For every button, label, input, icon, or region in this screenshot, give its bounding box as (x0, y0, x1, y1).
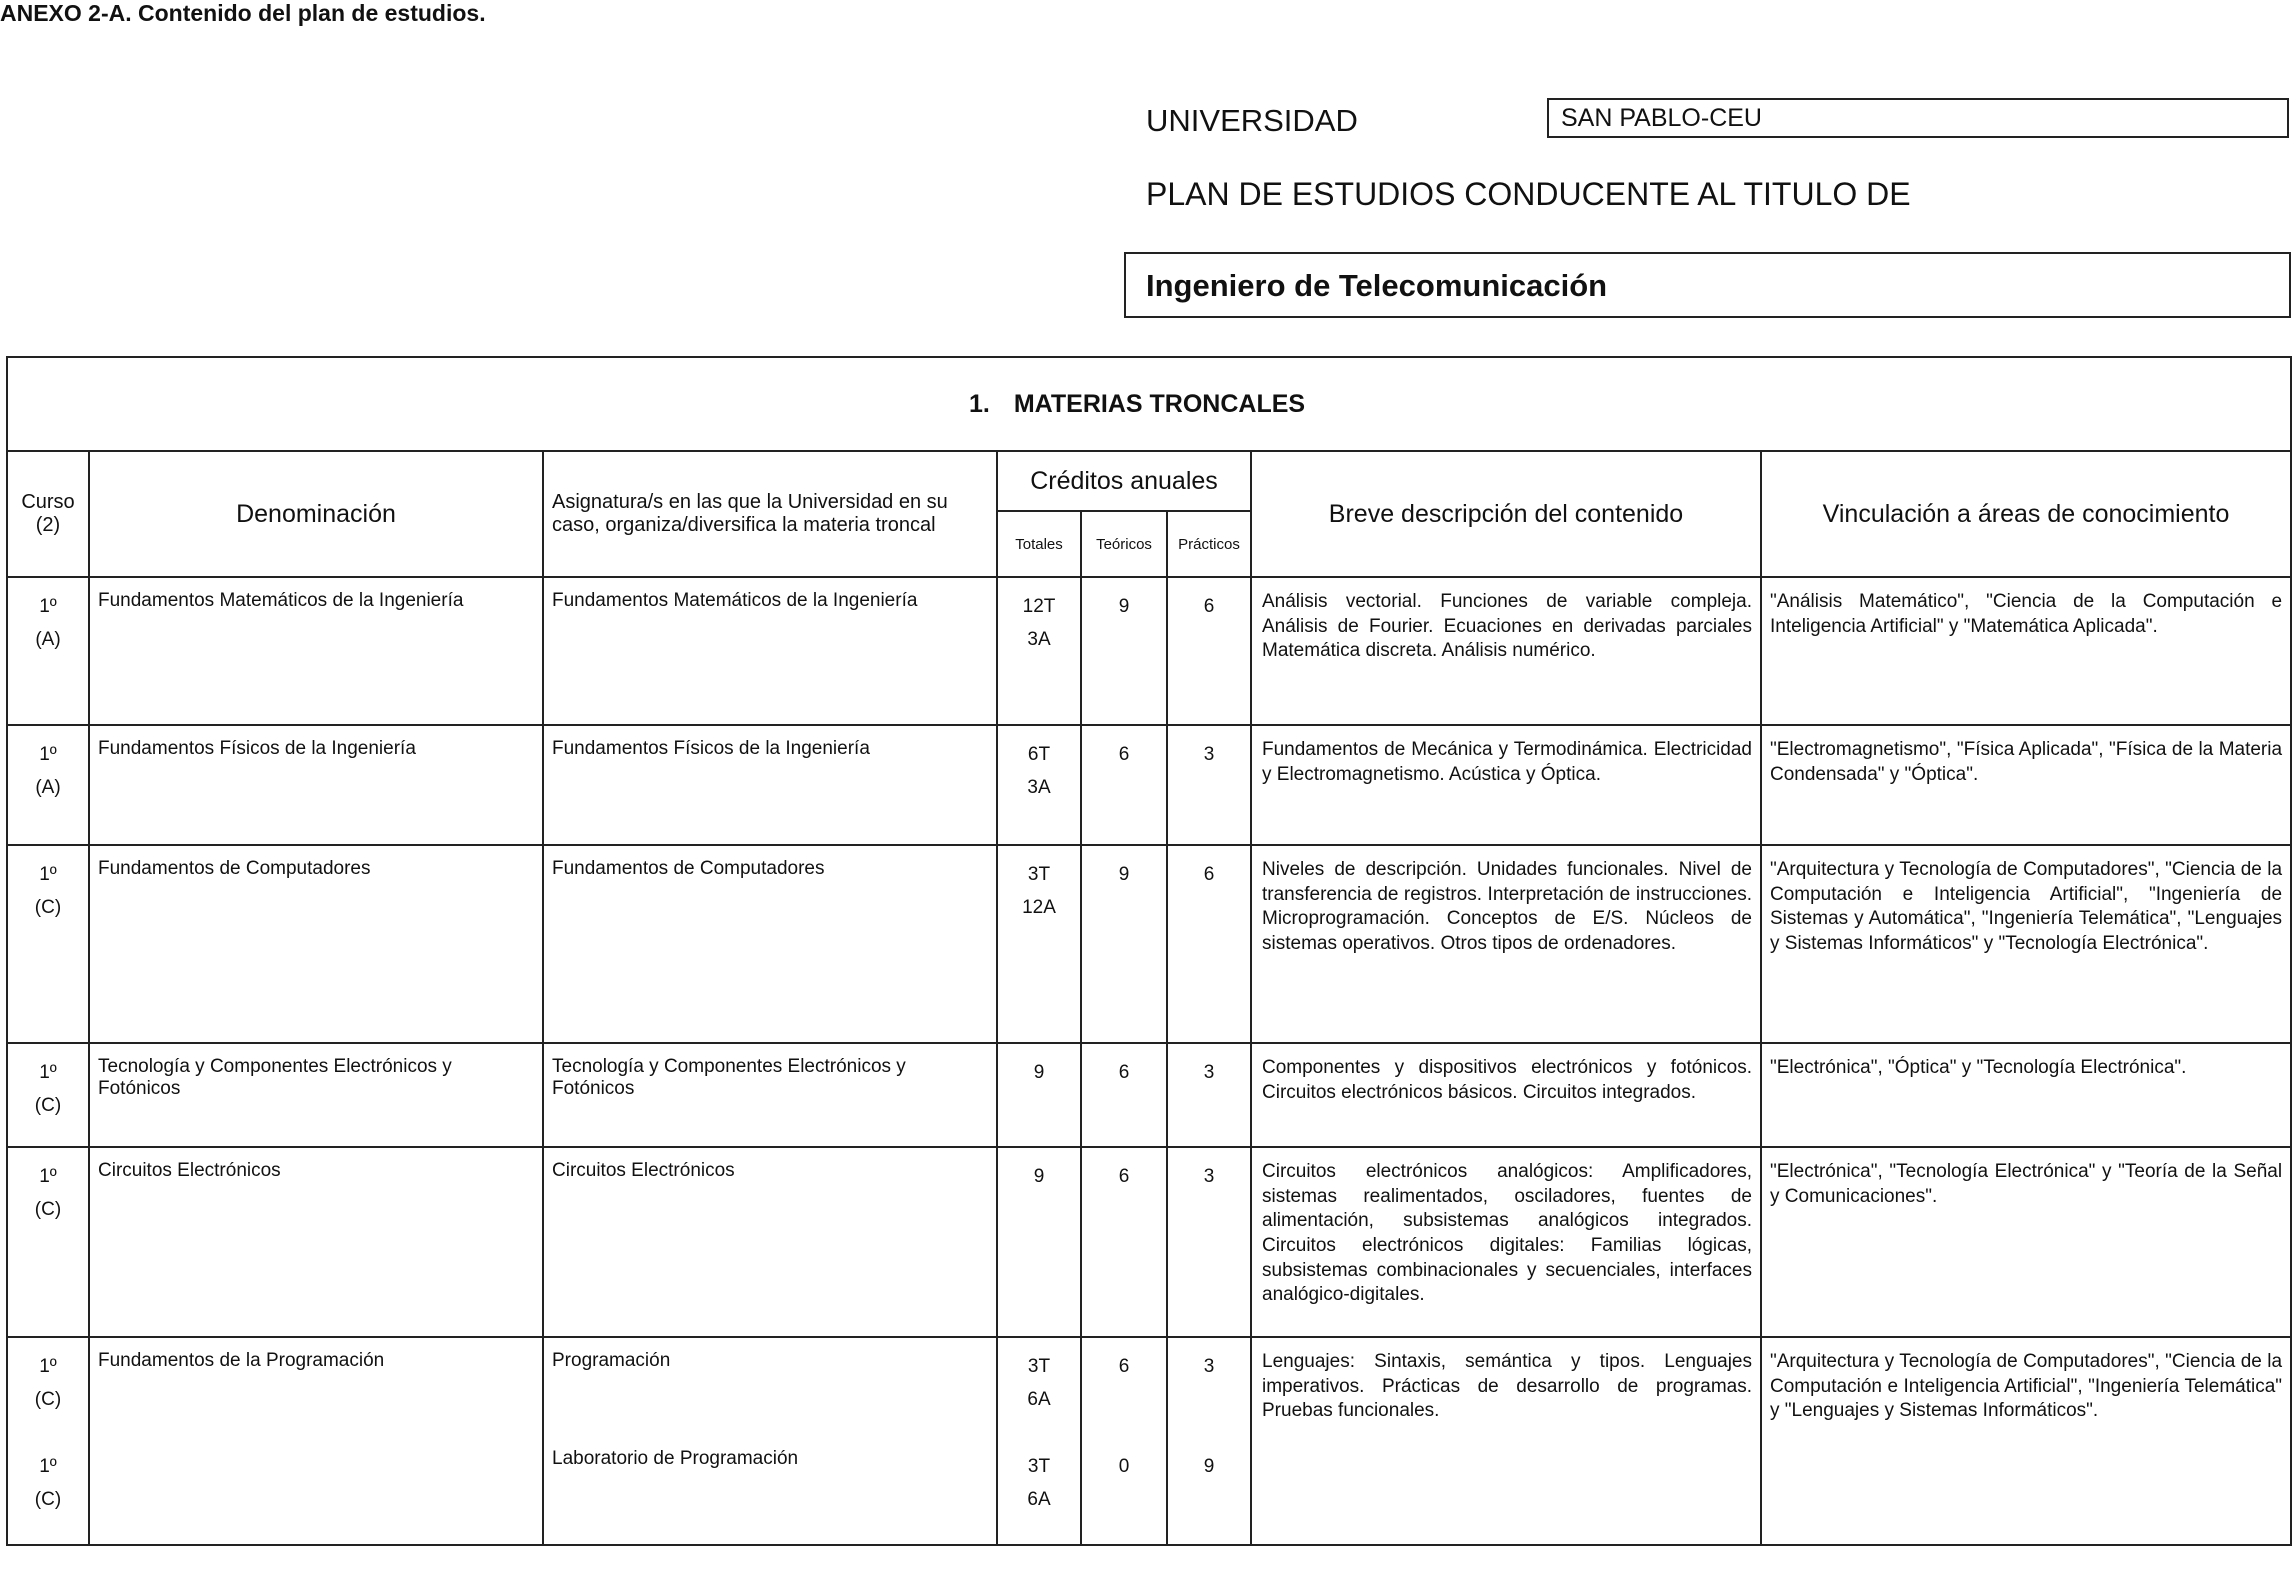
curso-cell (7, 845, 89, 1043)
vinculacion-cell: "Electrónica", "Óptica" y "Tecnología Electrónica". (1761, 1043, 2291, 1147)
header-totales: Totales (997, 511, 1081, 577)
teoricos-cell: 6 (1081, 1043, 1167, 1147)
curso-cell (7, 1043, 89, 1147)
section-number: 1. (969, 389, 990, 418)
descripcion-cell: Niveles de descripción. Unidades funcionales. Nivel de transferencia de registros. Interpretación de instrucciones. Microprogramación. Conceptos de E/S. Núcleos de sistemas operativos. Otros tipos de ordenadores. (1251, 845, 1761, 1043)
practicos-value: 3 (1203, 1356, 1215, 1377)
table-row (7, 725, 2291, 845)
totales-cell: 9 (997, 1043, 1081, 1147)
denominacion-cell: Circuitos Electrónicos (89, 1147, 543, 1337)
asignatura-name: Programación (552, 1350, 671, 1371)
vinculacion-cell: "Análisis Matemático", "Ciencia de la Computación e Inteligencia Artificial" y "Matemática Aplicada". (1761, 577, 2291, 725)
section-title: MATERIAS TRONCALES (1013, 389, 1306, 418)
curso-cell (7, 1147, 89, 1337)
asignatura-cell: Circuitos Electrónicos (543, 1147, 997, 1337)
totales-cell: 9 (997, 1147, 1081, 1337)
totales-theory: 12T (1022, 596, 1056, 617)
totales-applied: 3A (1027, 629, 1051, 650)
subjects-table (6, 356, 2292, 1546)
asignatura-cell: Tecnología y Componentes Electrónicos y Fotónicos (543, 1043, 997, 1147)
descripcion-cell: Lenguajes: Sintaxis, semántica y tipos. Lenguajes imperativos. Prácticas de desarrollo de programas. Pruebas funcionales. (1251, 1337, 1761, 1545)
teoricos-cell (1081, 1337, 1167, 1545)
curso-type: (C) (34, 1389, 62, 1410)
curso-cell (7, 577, 89, 725)
header-vinculacion: Vinculación a áreas de conocimiento (1761, 451, 2291, 577)
curso-type: (C) (34, 897, 62, 918)
totales-applied: 3A (1027, 777, 1051, 798)
vinculacion-cell: "Electrónica", "Tecnología Electrónica" y "Teoría de la Señal y Comunicaciones". (1761, 1147, 2291, 1337)
header-teoricos: Teóricos (1081, 511, 1167, 577)
curso-year: 1º (39, 1062, 57, 1083)
practicos-cell: 3 (1167, 725, 1251, 845)
header-asignaturas: Asignatura/s en las que la Universidad en su caso, organiza/diversifica la materia troncal (543, 451, 997, 577)
header-descripcion: Breve descripción del contenido (1251, 451, 1761, 577)
table-row (7, 1043, 2291, 1147)
practicos-cell (1167, 1337, 1251, 1545)
practicos-cell: 6 (1167, 845, 1251, 1043)
descripcion-cell: Fundamentos de Mecánica y Termodinámica. Electricidad y Electromagnetismo. Acústica y Óptica. (1251, 725, 1761, 845)
curso-type: (A) (35, 777, 61, 798)
totales-cell (997, 577, 1081, 725)
denominacion-cell: Fundamentos de la Programación (89, 1337, 543, 1545)
practicos-value: 9 (1203, 1456, 1215, 1477)
curso-year: 1º (39, 1356, 57, 1377)
vinculacion-cell: "Electromagnetismo", "Física Aplicada", "Física de la Materia Condensada" y "Óptica". (1761, 725, 2291, 845)
section-header (7, 357, 2291, 451)
teoricos-value: 0 (1118, 1456, 1130, 1477)
descripcion-cell: Análisis vectorial. Funciones de variable compleja. Análisis de Fourier. Ecuaciones en derivadas parciales Matemática discreta. Análisis numérico. (1251, 577, 1761, 725)
plan-title: PLAN DE ESTUDIOS CONDUCENTE AL TITULO DE (1146, 176, 1911, 212)
descripcion-cell: Circuitos electrónicos analógicos: Amplificadores, sistemas realimentados, osciladores, fuentes de alimentación, subsistemas analógicos integrados. Circuitos electrónicos digitales: Familias lógicas, subsistemas combinacionales y secuenciales, interfaces analógico-digitales. (1251, 1147, 1761, 1337)
asignatura-name: Laboratorio de Programación (552, 1448, 799, 1469)
table-row (7, 577, 2291, 725)
totales-applied: 6A (1027, 1489, 1051, 1510)
table-row (7, 1337, 2291, 1545)
asignatura-cell: Fundamentos de Computadores (543, 845, 997, 1043)
teoricos-cell: 6 (1081, 1147, 1167, 1337)
curso-cell (7, 1337, 89, 1545)
totales-applied: 12A (1022, 897, 1056, 918)
header-denominacion: Denominación (89, 451, 543, 577)
university-label: UNIVERSIDAD (1146, 103, 1358, 138)
asignatura-cell: Fundamentos Físicos de la Ingeniería (543, 725, 997, 845)
asignatura-cell (543, 1337, 997, 1545)
denominacion-cell: Fundamentos de Computadores (89, 845, 543, 1043)
curso-type: (C) (34, 1199, 62, 1220)
practicos-cell: 3 (1167, 1147, 1251, 1337)
curso-year: 1º (39, 744, 57, 765)
descripcion-cell: Componentes y dispositivos electrónicos y fotónicos. Circuitos electrónicos básicos. Circuitos integrados. (1251, 1043, 1761, 1147)
curso-type: (A) (35, 629, 61, 650)
totales-theory: 3T (1027, 1356, 1051, 1377)
teoricos-cell: 6 (1081, 725, 1167, 845)
annex-title: ANEXO 2-A. Contenido del plan de estudios. (0, 0, 486, 26)
asignatura-cell: Fundamentos Matemáticos de la Ingeniería (543, 577, 997, 725)
university-field: SAN PABLO-CEU (1547, 98, 2289, 138)
table-row (7, 845, 2291, 1043)
totales-theory: 3T (1027, 1456, 1051, 1477)
teoricos-value: 6 (1118, 1356, 1130, 1377)
vinculacion-cell: "Arquitectura y Tecnología de Computadores", "Ciencia de la Computación e Inteligencia Artificial", "Ingeniería de Sistemas y Automática", "Ingeniería Telemática", "Lenguajes y Sistemas Informáticos" y "Tecnología Electrónica". (1761, 845, 2291, 1043)
table-row (7, 1147, 2291, 1337)
vinculacion-cell: "Arquitectura y Tecnología de Computadores", "Ciencia de la Computación e Inteligencia Artificial", "Ingeniería Telemática" y "Lenguajes y Sistemas Informáticos". (1761, 1337, 2291, 1545)
totales-applied: 6A (1027, 1389, 1051, 1410)
teoricos-cell: 9 (1081, 577, 1167, 725)
totales-cell (997, 725, 1081, 845)
teoricos-cell: 9 (1081, 845, 1167, 1043)
totales-cell (997, 1337, 1081, 1545)
practicos-cell: 3 (1167, 1043, 1251, 1147)
degree-field: Ingeniero de Telecomunicación (1124, 252, 2291, 318)
curso-type: (C) (34, 1095, 62, 1116)
header-practicos: Prácticos (1167, 511, 1251, 577)
curso-year: 1º (39, 864, 57, 885)
header-curso: Curso (2) (7, 451, 89, 577)
totales-cell (997, 845, 1081, 1043)
denominacion-cell: Fundamentos Físicos de la Ingeniería (89, 725, 543, 845)
denominacion-cell: Fundamentos Matemáticos de la Ingeniería (89, 577, 543, 725)
curso-year: 1º (39, 1456, 57, 1477)
header-creditos: Créditos anuales (997, 451, 1251, 511)
totales-theory: 3T (1027, 864, 1051, 885)
curso-year: 1º (39, 1166, 57, 1187)
practicos-cell: 6 (1167, 577, 1251, 725)
curso-cell (7, 725, 89, 845)
curso-type: (C) (34, 1489, 62, 1510)
denominacion-cell: Tecnología y Componentes Electrónicos y Fotónicos (89, 1043, 543, 1147)
totales-theory: 6T (1027, 744, 1051, 765)
curso-year: 1º (39, 596, 57, 617)
